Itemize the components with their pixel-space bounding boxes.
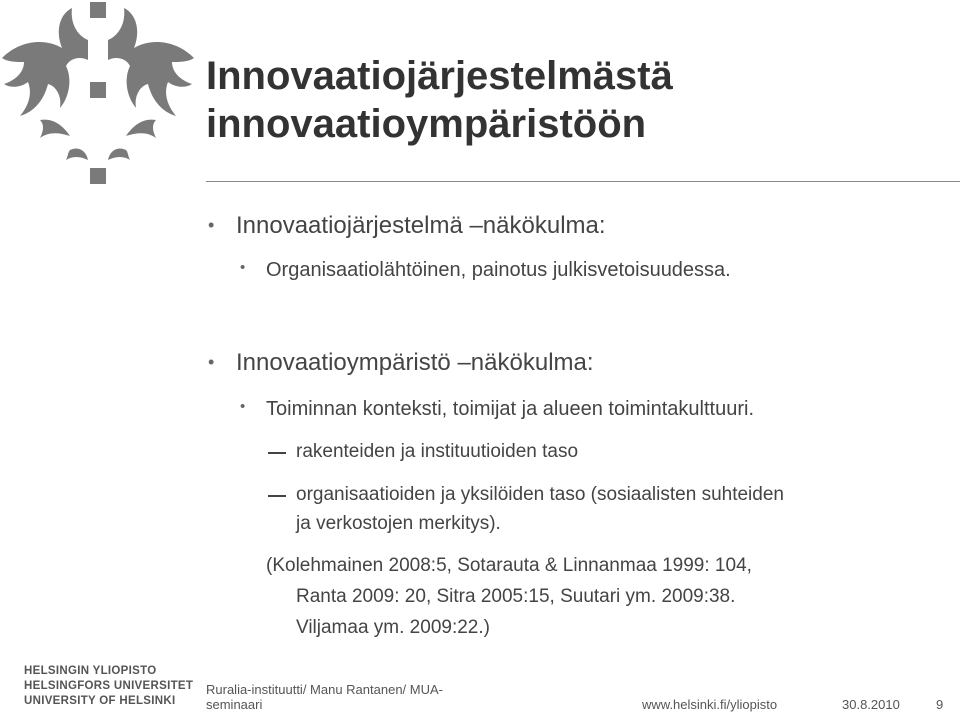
- bullet-dot-icon: •: [240, 259, 246, 276]
- footer-date: 30.8.2010: [842, 697, 900, 712]
- footer-presenter-line2: seminaari: [206, 697, 263, 712]
- bullet-dot-icon: •: [208, 215, 215, 235]
- citation-line3: Viljamaa ym. 2009:22.): [296, 617, 490, 638]
- item1-text: Innovaatiojärjestelmä –näkökulma:: [236, 212, 606, 239]
- footer-page-number: 9: [936, 697, 944, 712]
- footer-url: www.helsinki.fi/yliopisto: [642, 697, 778, 712]
- item1-sub1: Organisaatiolähtöinen, painotus julkisvetoisuudessa.: [266, 259, 731, 281]
- item2-dash2-line1: organisaatioiden ja yksilöiden taso (sosiaalisten suhteiden: [296, 484, 784, 505]
- footer-presenter-line1: Ruralia-instituutti/ Manu Rantanen/ MUA-: [206, 682, 443, 697]
- university-name-sv: HELSINGFORS UNIVERSITET: [24, 680, 194, 692]
- slide-title-line1: Innovaatiojärjestelmästä: [206, 54, 673, 98]
- dash-icon: [268, 452, 286, 454]
- bullet-dot-icon: •: [240, 398, 246, 415]
- university-wordmark: [24, 664, 193, 709]
- item2-text: Innovaatioympäristö –näkökulma:: [236, 349, 594, 376]
- slide-title-line2: innovaatioympäristöön: [206, 102, 647, 146]
- citation-line1: (Kolehmainen 2008:5, Sotarauta & Linnanmaa 1999: 104,: [266, 555, 752, 576]
- item2-dash2-line2: ja verkostojen merkitys).: [296, 513, 501, 534]
- item2-dash1: rakenteiden ja instituutioiden taso: [296, 441, 579, 462]
- item2-sub1: Toiminnan konteksti, toimijat ja alueen toimintakulttuuri.: [266, 398, 755, 420]
- bullet-dot-icon: •: [208, 352, 215, 372]
- citation-line2: Ranta 2009: 20, Sitra 2005:15, Suutari ym. 2009:38.: [296, 586, 736, 607]
- university-name-en: UNIVERSITY OF HELSINKI: [24, 695, 176, 707]
- dash-icon: [268, 495, 286, 497]
- university-name-fi: HELSINGIN YLIOPISTO: [24, 665, 157, 677]
